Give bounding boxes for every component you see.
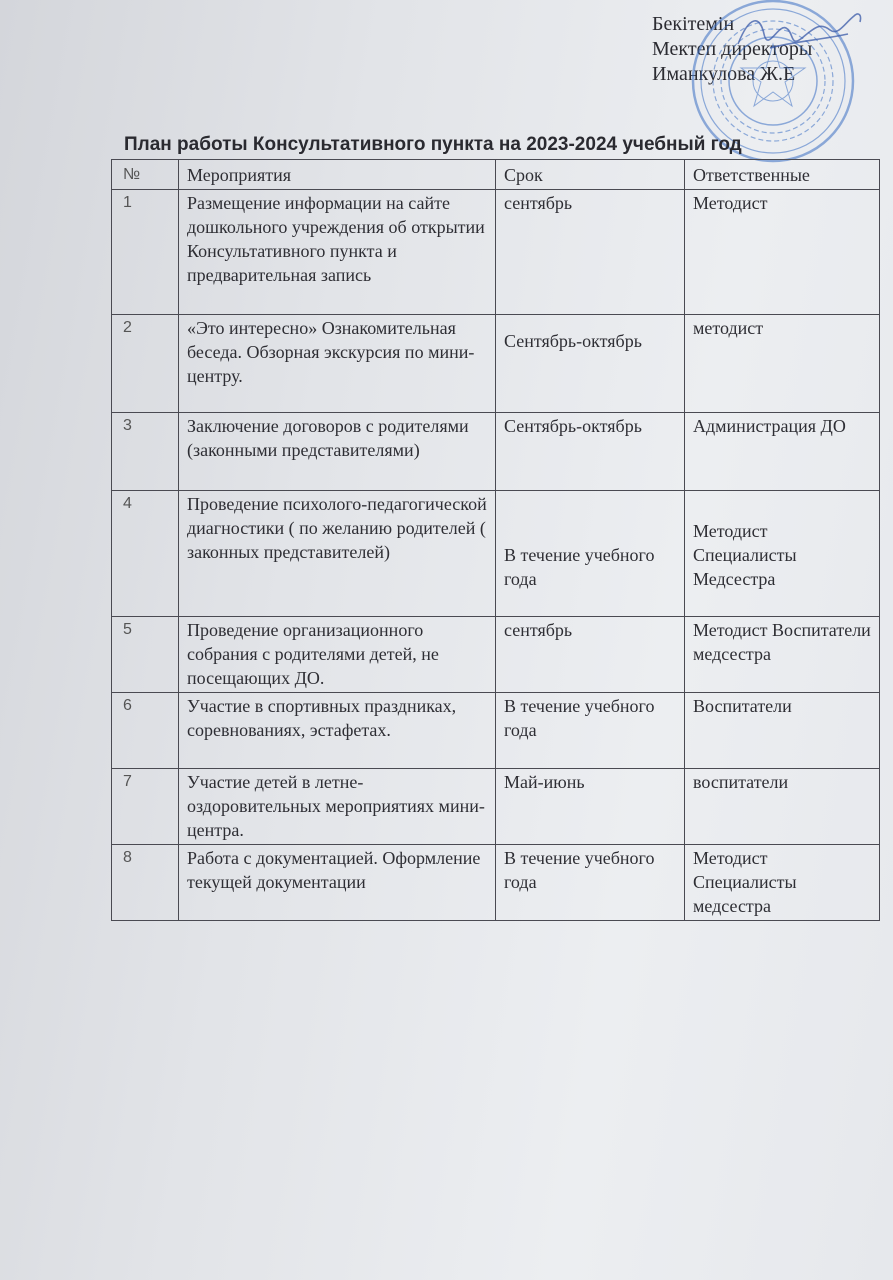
approval-line-3: Иманкулова Ж.Е xyxy=(652,63,796,85)
header-number: № xyxy=(112,160,179,190)
table-row xyxy=(112,769,880,845)
plan-table xyxy=(111,159,880,921)
row-event: Участие в спортивных праздниках, соревнованиях, эстафетах. xyxy=(179,693,496,769)
table-row xyxy=(112,845,880,921)
row-number: 5 xyxy=(112,617,179,693)
row-term: Май-июнь xyxy=(496,769,685,845)
row-term: В течение учебного года xyxy=(496,491,685,617)
row-term: сентябрь xyxy=(496,190,685,315)
table-row xyxy=(112,190,880,315)
row-responsible: Методист xyxy=(685,190,880,315)
table-row xyxy=(112,315,880,413)
row-event: «Это интересно» Ознакомительная беседа. Обзорная экскурсия по мини-центру. xyxy=(179,315,496,413)
row-responsible: Администрация ДО xyxy=(685,413,880,491)
row-number: 8 xyxy=(112,845,179,921)
row-number: 7 xyxy=(112,769,179,845)
row-number: 3 xyxy=(112,413,179,491)
document-title: План работы Консультативного пункта на 2023-2024 учебный год xyxy=(124,134,742,155)
approval-line-2: Мектеп директоры xyxy=(652,38,813,60)
row-term: В течение учебного года xyxy=(496,693,685,769)
row-number: 1 xyxy=(112,190,179,315)
row-number: 2 xyxy=(112,315,179,413)
table-row xyxy=(112,413,880,491)
row-responsible: Методист Специалисты медсестра xyxy=(685,845,880,921)
approval-block xyxy=(652,12,887,87)
header-events: Мероприятия xyxy=(179,160,496,190)
row-responsible: методист xyxy=(685,315,880,413)
row-term: Сентябрь-октябрь xyxy=(496,413,685,491)
header-term: Срок xyxy=(496,160,685,190)
header-responsible: Ответственные xyxy=(685,160,880,190)
table-row xyxy=(112,491,880,617)
row-responsible: Воспитатели xyxy=(685,693,880,769)
row-responsible: воспитатели xyxy=(685,769,880,845)
table-row xyxy=(112,693,880,769)
row-event: Работа с документацией. Оформление текущей документации xyxy=(179,845,496,921)
row-event: Участие детей в летне-оздоровительных мероприятиях мини-центра. xyxy=(179,769,496,845)
row-responsible: Методист Специалисты Медсестра xyxy=(685,491,880,617)
row-event: Заключение договоров с родителями (законными представителями) xyxy=(179,413,496,491)
row-responsible: Методист Воспитатели медсестра xyxy=(685,617,880,693)
table-header-row xyxy=(112,160,880,190)
row-number: 4 xyxy=(112,491,179,617)
row-term: В течение учебного года xyxy=(496,845,685,921)
row-term: сентябрь xyxy=(496,617,685,693)
row-event: Размещение информации на сайте дошкольного учреждения об открытии Консультативного пункта и предварительная запись xyxy=(179,190,496,315)
row-number: 6 xyxy=(112,693,179,769)
approval-line-1: Бекітемін xyxy=(652,13,735,35)
table-row xyxy=(112,617,880,693)
row-term: Сентябрь-октябрь xyxy=(496,315,685,413)
row-event: Проведение организационного собрания с родителями детей, не посещающих ДО. xyxy=(179,617,496,693)
row-event: Проведение психолого-педагогической диагностики ( по желанию родителей ( законных представителей) xyxy=(179,491,496,617)
